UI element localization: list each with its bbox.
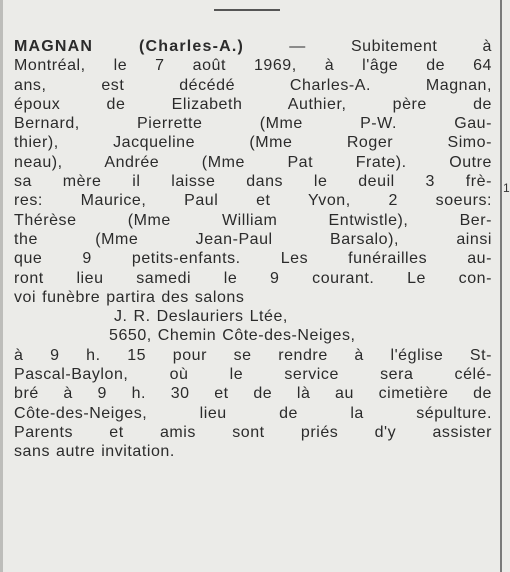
separator-rule xyxy=(214,9,280,11)
notice-line: the (Mme Jean-Paul Barsalo), ainsi xyxy=(14,230,492,248)
notice-line: que 9 petits-enfants. Les funérailles au- xyxy=(14,250,492,268)
notice-first-line xyxy=(14,37,492,56)
notice-line: sans autre invitation. xyxy=(14,443,175,461)
margin-mark: 1 xyxy=(503,181,510,195)
funeral-home-name: J. R. Deslauriers Ltée, xyxy=(114,308,288,326)
funeral-home-address: 5650, Chemin Côte-des-Neiges, xyxy=(109,327,356,345)
notice-line: époux de Elizabeth Authier, père de xyxy=(14,95,492,113)
notice-line: Bernard, Pierrette (Mme P-W. Gau- xyxy=(14,115,492,133)
notice-line: Côte-des-Neiges, lieu de la sépulture. xyxy=(14,404,492,422)
notice-line: — Subitement à xyxy=(244,38,493,55)
notice-line: Parents et amis sont priés d'y assister xyxy=(14,423,492,441)
notice-line: thier), Jacqueline (Mme Roger Simo- xyxy=(14,134,492,152)
notice-line: sa mère il laisse dans le deuil 3 frè- xyxy=(14,173,492,191)
notice-line: Thérèse (Mme William Entwistle), Ber- xyxy=(14,211,492,229)
notice-line: à 9 h. 15 pour se rendre à l'église St- xyxy=(14,346,492,364)
notice-line: ans, est décédé Charles-A. Magnan, xyxy=(14,76,492,94)
notice-line: Montréal, le 7 août 1969, à l'âge de 64 xyxy=(14,57,492,75)
notice-line: voi funèbre partira des salons xyxy=(14,288,245,306)
notice-line: res: Maurice, Paul et Yvon, 2 soeurs: xyxy=(14,192,492,210)
obituary-notice xyxy=(14,37,492,462)
clipping-left-edge xyxy=(0,0,3,572)
notice-line: neau), Andrée (Mme Pat Frate). Outre xyxy=(14,153,492,171)
notice-line: Pascal-Baylon, où le service sera célé- xyxy=(14,366,492,384)
deceased-name: MAGNAN (Charles-A.) xyxy=(14,38,245,55)
notice-line: bré à 9 h. 30 et de là au cimetière de xyxy=(14,385,492,403)
notice-line: ront lieu samedi le 9 courant. Le con- xyxy=(14,269,492,287)
column-rule xyxy=(500,0,502,572)
